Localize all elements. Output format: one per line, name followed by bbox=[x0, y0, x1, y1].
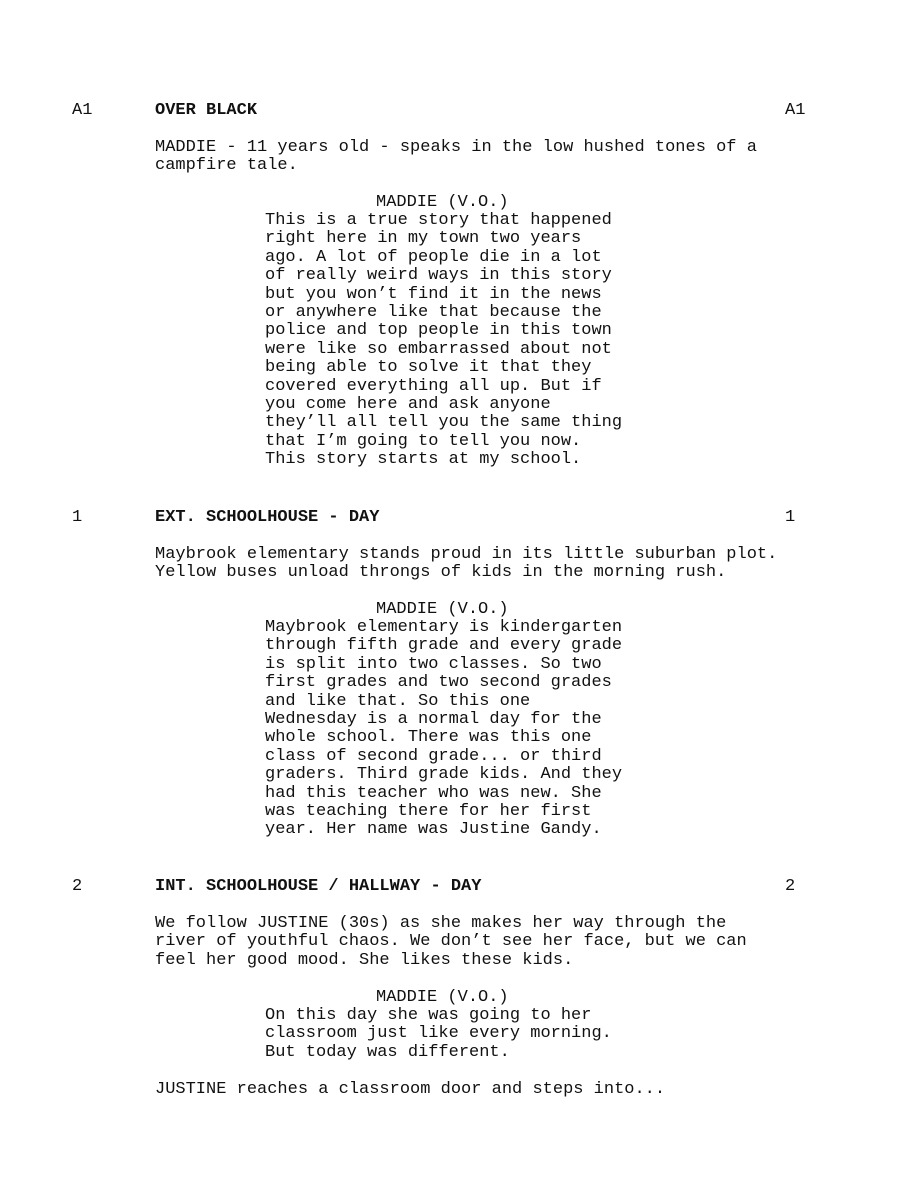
scene-number-left: A1 bbox=[72, 101, 93, 120]
scene-number-right: 1 bbox=[785, 508, 796, 527]
scene-number-left: 2 bbox=[72, 877, 83, 896]
dialogue-text: Maybrook elementary is kindergarten through fifth grade and every grade is split into two classes. So two first grades and two second grades and like that. So this one Wednesday is a normal day for the whole school. There was this one class of second grade... or third graders. Third grade kids. And they had this teacher who was new. She was teaching there for her first year. Her name was Justine Gandy. bbox=[265, 618, 623, 840]
scene-heading: OVER BLACK bbox=[155, 101, 258, 120]
scene-number-left: 1 bbox=[72, 508, 83, 527]
scene-heading: EXT. SCHOOLHOUSE - DAY bbox=[155, 508, 380, 527]
dialogue-text: On this day she was going to her classroom just like every morning. But today was different. bbox=[265, 1006, 612, 1062]
dialogue-text: This is a true story that happened right here in my town two years ago. A lot of people die in a lot of really weird ways in this story but you won’t find it in the news or anywhere like that because the police and top people in this town were like so embarrassed about not being able to solve it that they covered everything all up. But if you come here and ask anyone they’ll all tell you the same thing that I’m going to tell you now. This story starts at my school. bbox=[265, 211, 623, 470]
action-text: JUSTINE reaches a classroom door and steps into... bbox=[155, 1080, 666, 1099]
action-text: We follow JUSTINE (30s) as she makes her way through the river of youthful chaos. We don’t see her face, but we can feel her good mood. She likes these kids. bbox=[155, 914, 747, 970]
scene-number-right: 2 bbox=[785, 877, 796, 896]
action-text: MADDIE - 11 years old - speaks in the low hushed tones of a campfire tale. bbox=[155, 138, 757, 176]
action-text: Maybrook elementary stands proud in its little suburban plot. Yellow buses unload throngs of kids in the morning rush. bbox=[155, 545, 778, 583]
scene-heading: INT. SCHOOLHOUSE / HALLWAY - DAY bbox=[155, 877, 482, 896]
scene-number-right: A1 bbox=[785, 101, 806, 120]
character-cue: MADDIE (V.O.) bbox=[376, 193, 509, 212]
character-cue: MADDIE (V.O.) bbox=[376, 988, 509, 1007]
character-cue: MADDIE (V.O.) bbox=[376, 600, 509, 619]
